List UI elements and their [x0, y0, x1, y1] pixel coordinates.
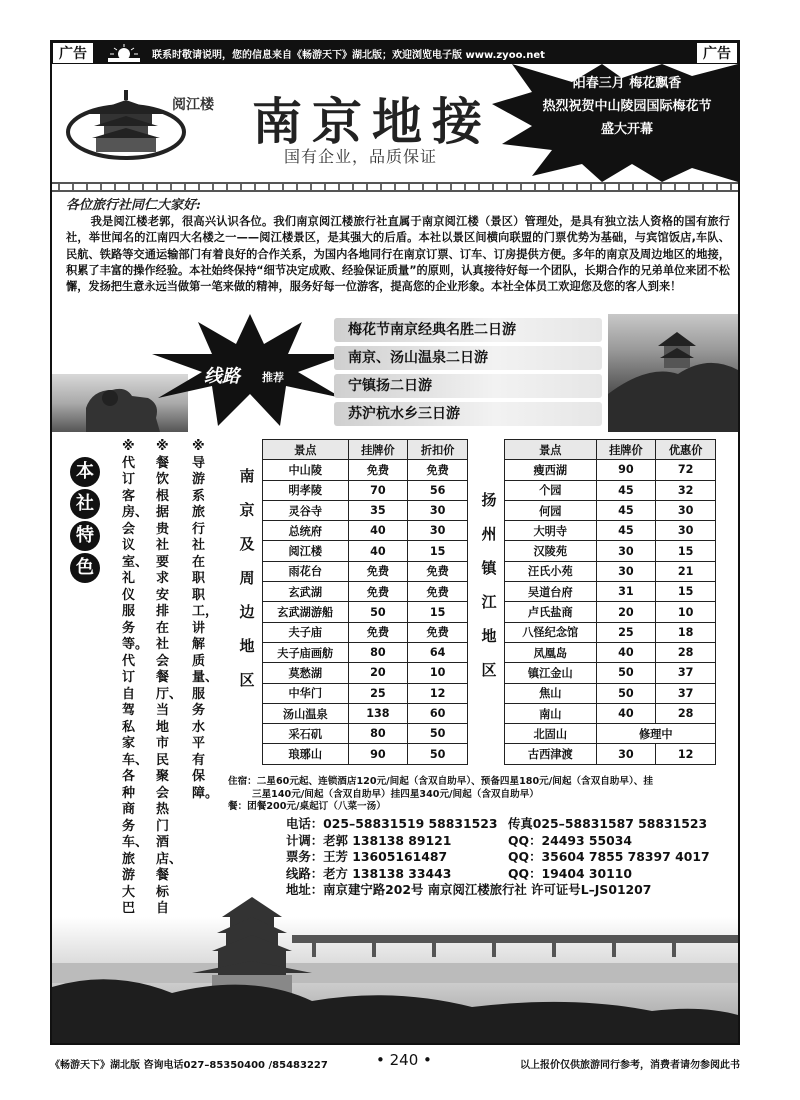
spot-name: 灵谷寺	[263, 500, 349, 520]
footer-disclaimer: 以上报价仅供旅游同行参考，消费者请勿参阅此书	[520, 1060, 740, 1071]
table-row	[505, 521, 716, 541]
table-row	[505, 622, 716, 642]
region-char: 南	[239, 467, 255, 485]
list-price: 40	[348, 541, 408, 561]
table-row	[505, 541, 716, 561]
route-label: 线路	[204, 366, 240, 387]
page-number: • 240 •	[376, 1051, 432, 1069]
feature-item: ※代订客房、会议室、礼仪服务等。代订自驾私家车、各种商务车、旅游大巴	[122, 439, 149, 916]
feature-item: ※导游系旅行社在职职工，讲解质量、服务水平有保障。	[192, 439, 219, 801]
promo-line: 热烈祝贺中山陵园国际梅花节	[542, 99, 712, 114]
nanjing-price-table	[262, 439, 468, 765]
lodging-info	[228, 776, 728, 814]
ad-page	[50, 40, 740, 1045]
list-price: 80	[348, 724, 408, 744]
discount-price: 15	[656, 582, 716, 602]
contact-row	[286, 816, 726, 833]
spot-name: 何园	[505, 500, 597, 520]
discount-price: 12	[408, 683, 468, 703]
list-price: 45	[596, 480, 656, 500]
discount-price: 72	[656, 460, 716, 480]
region-char: 周	[239, 569, 255, 587]
ad-label-right: 广告	[696, 42, 738, 64]
header	[52, 64, 738, 182]
spot-name: 夫子庙画舫	[263, 642, 349, 662]
spot-name: 明孝陵	[263, 480, 349, 500]
region-char: 扬	[481, 491, 497, 509]
discount-price: 30	[408, 500, 468, 520]
discount-price: 21	[656, 561, 716, 581]
region-label-nanjing	[232, 459, 262, 697]
discount-price: 免费	[408, 561, 468, 581]
list-price: 45	[596, 521, 656, 541]
table-row	[505, 582, 716, 602]
address: 地址：南京建宁路202号 南京阅江楼旅行社 许可证号L–JS01207	[286, 882, 652, 898]
list-price: 80	[348, 642, 408, 662]
discount-price: 15	[656, 541, 716, 561]
discount-price: 10	[408, 663, 468, 683]
ad-label-left: 广告	[52, 42, 94, 64]
discount-price: 37	[656, 683, 716, 703]
table-row	[263, 582, 468, 602]
spot-name: 汤山温泉	[263, 703, 349, 723]
column-header: 挂牌价	[596, 440, 656, 460]
list-price: 50	[348, 602, 408, 622]
discount-price: 15	[408, 602, 468, 622]
spot-name: 雨花台	[263, 561, 349, 581]
spot-name: 北固山	[505, 724, 597, 744]
qq-contact: QQ：19404 30110	[508, 865, 632, 881]
route-item: 苏沪杭水乡三日游	[334, 402, 602, 426]
region-char: 镇	[481, 559, 497, 577]
table-row	[505, 460, 716, 480]
spot-name: 琅琊山	[263, 744, 349, 764]
feature-badge-char: 色	[70, 553, 100, 583]
footer	[50, 1050, 740, 1072]
spot-name: 古西津渡	[505, 744, 597, 764]
table-row	[263, 622, 468, 642]
list-price: 免费	[348, 561, 408, 581]
meal-line: 餐：团餐200元/桌起订（八菜一汤）	[228, 801, 386, 812]
table-row	[263, 460, 468, 480]
table-header-row	[263, 440, 468, 460]
region-char: 京	[239, 501, 255, 519]
table-row	[505, 561, 716, 581]
discount-price: 12	[656, 744, 716, 764]
list-price: 31	[596, 582, 656, 602]
table-row	[263, 663, 468, 683]
table-row	[505, 642, 716, 662]
promo-line: 阳春三月 梅花飘香	[572, 76, 682, 91]
table-row	[263, 480, 468, 500]
spot-name: 中华门	[263, 683, 349, 703]
region-char: 区	[239, 671, 255, 689]
discount-price: 10	[656, 602, 716, 622]
spot-name: 总统府	[263, 521, 349, 541]
list-price: 20	[596, 602, 656, 622]
pavilion-hill-icon	[608, 314, 738, 432]
discount-price: 56	[408, 480, 468, 500]
table-row	[505, 663, 716, 683]
page-title: 南京地接	[252, 92, 492, 151]
pavilion-photo	[608, 314, 738, 432]
route-item: 南京、汤山温泉二日游	[334, 346, 602, 370]
discount-price: 28	[656, 703, 716, 723]
discount-price: 免费	[408, 582, 468, 602]
table-row	[505, 683, 716, 703]
list-price: 免费	[348, 622, 408, 642]
spot-name: 瘦西湖	[505, 460, 597, 480]
planner-contact: 计调：老郭 138138 89121	[286, 832, 452, 848]
pavilion-logo-icon	[66, 74, 196, 164]
list-price: 25	[348, 683, 408, 703]
discount-price: 30	[656, 521, 716, 541]
greeting: 各位旅行社同仁大家好:	[66, 198, 201, 213]
list-price: 30	[596, 744, 656, 764]
table-header-row	[505, 440, 716, 460]
feature-badge-char: 特	[70, 521, 100, 551]
table-row	[263, 561, 468, 581]
list-price: 138	[348, 703, 408, 723]
list-price: 40	[596, 703, 656, 723]
spot-name: 玄武湖游船	[263, 602, 349, 622]
route-section	[52, 314, 738, 432]
source-notice: 联系时敬请说明，您的信息来自《畅游天下》湖北版；欢迎浏览电子版 www.zyoo.net	[152, 50, 545, 61]
footer-publisher: 《畅游天下》湖北版 咨询电话027–85350400 /85483227	[50, 1060, 328, 1071]
list-price: 30	[596, 541, 656, 561]
spot-name: 采石矶	[263, 724, 349, 744]
contact-row	[286, 849, 726, 866]
table-row	[263, 703, 468, 723]
column-header: 优惠价	[656, 440, 716, 460]
spot-name: 汪氏小苑	[505, 561, 597, 581]
column-header: 挂牌价	[348, 440, 408, 460]
lodging-line: 住宿：二星60元起、连锁酒店120元/间起（含双自助早）、预备四星180元/间起（含双自助早）、挂	[228, 776, 653, 787]
fax: 传真025–58831587 58831523	[508, 816, 708, 831]
table-row	[263, 744, 468, 764]
table-row	[263, 642, 468, 662]
table-row	[505, 724, 716, 744]
spot-name: 夫子庙	[263, 622, 349, 642]
discount-price: 免费	[408, 460, 468, 480]
discount-price: 15	[408, 541, 468, 561]
spot-name: 凤凰岛	[505, 642, 597, 662]
feature-item: ※餐饮根据贵社要求安排在社会餐厅、当地市民聚会热门酒店、餐标自	[156, 439, 183, 916]
table-row	[263, 541, 468, 561]
region-char: 地	[239, 637, 255, 655]
magazine-logo-icon	[104, 44, 144, 62]
route-item: 梅花节南京经典名胜二日游	[334, 318, 602, 342]
column-header: 景点	[263, 440, 349, 460]
feature-badge-char: 社	[70, 489, 100, 519]
qq-contact: QQ：24493 55034	[508, 832, 632, 848]
qq-contact: QQ：35604 7855 78397 4017	[508, 849, 710, 865]
list-price: 25	[596, 622, 656, 642]
discount-price: 30	[656, 500, 716, 520]
discount-price: 60	[408, 703, 468, 723]
spot-name: 汉陵苑	[505, 541, 597, 561]
list-price: 50	[596, 663, 656, 683]
route-label-small: 推荐	[262, 371, 284, 384]
spot-name: 吴道台府	[505, 582, 597, 602]
region-char: 州	[481, 525, 497, 543]
list-price: 45	[596, 500, 656, 520]
lodging-line: 三星140元/间起（含双自助早）挂四星340元/间起（含双自助早）	[252, 788, 539, 800]
logo-name: 阅江楼	[172, 97, 214, 113]
list-price: 免费	[348, 582, 408, 602]
yangzhou-price-table	[504, 439, 716, 765]
region-char: 边	[239, 603, 255, 621]
top-bar	[52, 42, 738, 64]
spot-name: 镇江金山	[505, 663, 597, 683]
route-item: 宁镇扬二日游	[334, 374, 602, 398]
discount-price: 免费	[408, 622, 468, 642]
list-price: 30	[596, 561, 656, 581]
table-row	[263, 602, 468, 622]
price-note: 修理中	[596, 724, 715, 744]
list-price: 90	[348, 744, 408, 764]
spot-name: 个园	[505, 480, 597, 500]
table-row	[263, 724, 468, 744]
column-header: 折扣价	[408, 440, 468, 460]
list-price: 90	[596, 460, 656, 480]
list-price: 免费	[348, 460, 408, 480]
intro-text: 我是阅江楼老郭，很高兴认识各位。我们南京阅江楼旅行社直属于南京阅江楼（景区）管理处，是具有独立法人资格的国有旅行社，举世闻名的江南四大名楼之一——阅江楼景区，是其强大的后盾。本社以景区间横向联盟的门票优势为基础，与宾馆饭店,车队、民航、铁路等交通运输部门有着良好的合作关系，为国内各地同行在南京订票、订车、订房提供方便。多年的南京及周边地区的地接，积累了丰富的操作经验。本社始终保持“细节决定成败、经验保证质量”的原则，认真接待好每一个团队，长期合作的兄弟单位来团不松懈，发扬把生意永远当做第一笔来做的精神，服务好每一位游客，提高您的企业形象。本社全体员工欢迎您及您的客人到来！	[66, 215, 730, 294]
table-row	[505, 480, 716, 500]
table-row	[505, 500, 716, 520]
route-burst-icon	[152, 314, 348, 426]
list-price: 50	[596, 683, 656, 703]
promo-text	[522, 72, 732, 141]
discount-price: 28	[656, 642, 716, 662]
list-price: 35	[348, 500, 408, 520]
list-price: 70	[348, 480, 408, 500]
spot-name: 南山	[505, 703, 597, 723]
table-row	[263, 500, 468, 520]
region-char: 地	[481, 627, 497, 645]
table-row	[505, 744, 716, 764]
discount-price: 50	[408, 744, 468, 764]
discount-price: 18	[656, 622, 716, 642]
promo-line: 盛大开幕	[600, 122, 653, 137]
contact-row	[286, 833, 726, 850]
table-row	[505, 703, 716, 723]
discount-price: 64	[408, 642, 468, 662]
list-price: 40	[348, 521, 408, 541]
spot-name: 八怪纪念馆	[505, 622, 597, 642]
spot-name: 阅江楼	[263, 541, 349, 561]
spot-name: 卢氏盐商	[505, 602, 597, 622]
table-row	[263, 683, 468, 703]
route-contact: 线路：老方 138138 33443	[286, 865, 452, 881]
column-header: 景点	[505, 440, 597, 460]
decorative-border	[52, 182, 738, 192]
discount-price: 37	[656, 663, 716, 683]
phone: 电话：025–58831519 58831523	[286, 816, 498, 831]
table-row	[505, 602, 716, 622]
table-row	[263, 521, 468, 541]
discount-price: 32	[656, 480, 716, 500]
spot-name: 中山陵	[263, 460, 349, 480]
ticket-contact: 票务：王芳 13605161487	[286, 849, 448, 865]
region-label-yangzhou	[474, 483, 504, 687]
region-char: 江	[481, 593, 497, 611]
spot-name: 莫愁湖	[263, 663, 349, 683]
yuejiang-tower-photo	[52, 877, 738, 1043]
spot-name: 玄武湖	[263, 582, 349, 602]
list-price: 40	[596, 642, 656, 662]
discount-price: 30	[408, 521, 468, 541]
spot-name: 大明寺	[505, 521, 597, 541]
region-char: 区	[481, 661, 497, 679]
list-price: 20	[348, 663, 408, 683]
feature-badge-char: 本	[70, 457, 100, 487]
spot-name: 焦山	[505, 683, 597, 703]
region-char: 及	[239, 535, 255, 553]
page-subtitle: 国有企业，品质保证	[284, 147, 438, 166]
discount-price: 50	[408, 724, 468, 744]
